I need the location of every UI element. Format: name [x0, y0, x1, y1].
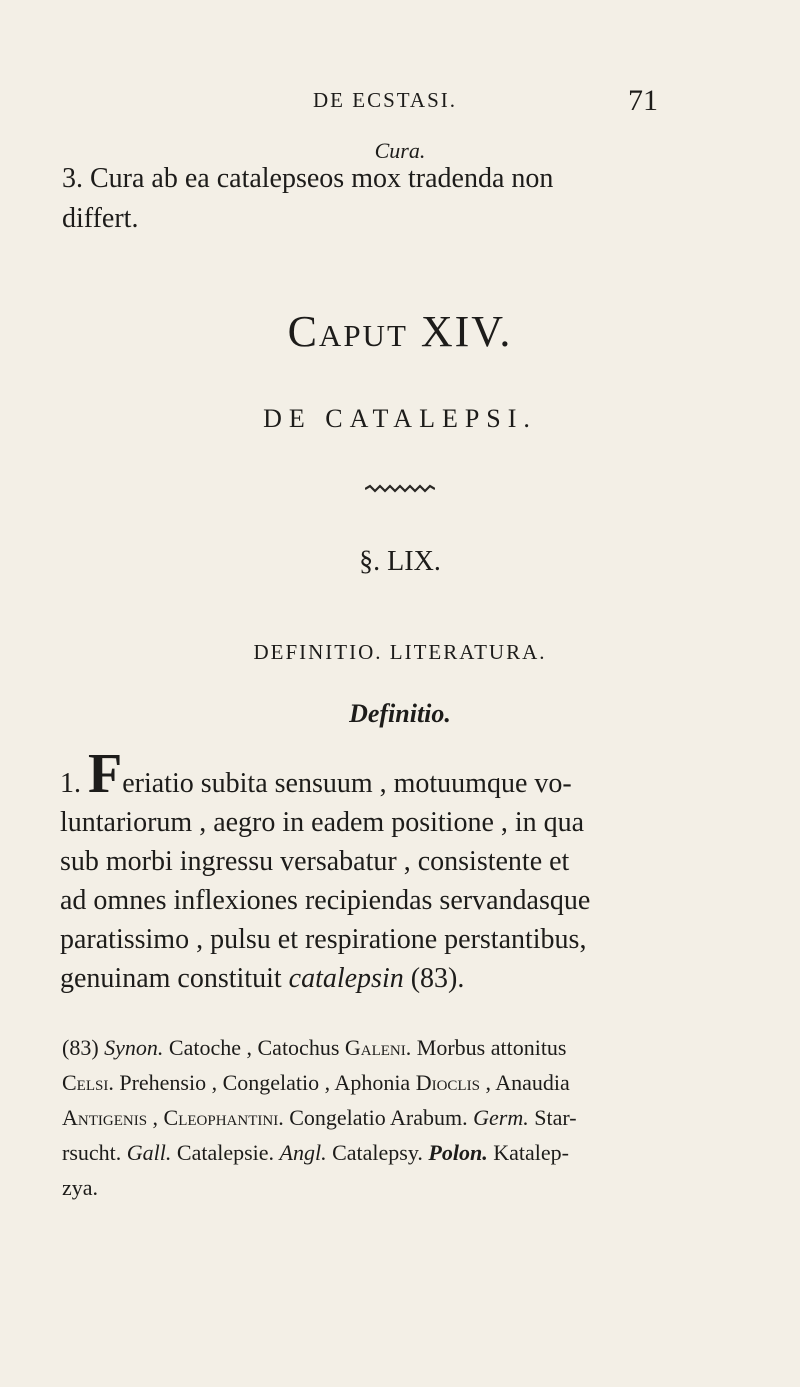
- paragraph-line-5: paratissimo , pulsu et respiratione perstantibus,: [60, 924, 587, 955]
- footnote-author-cleophantini: Cleophantini.: [163, 1105, 284, 1130]
- cura-paragraph: [62, 159, 742, 239]
- footnote-line-2: [62, 1065, 748, 1100]
- ornament-rule: [365, 484, 435, 494]
- drop-cap: F: [88, 743, 123, 805]
- footnote-text: Morbus attonitus: [411, 1035, 567, 1060]
- section-subtitle: DEFINITIO. LITERATURA.: [253, 640, 547, 664]
- page-number: 71: [628, 84, 658, 117]
- footnote-line-4: [62, 1135, 748, 1170]
- cura-line-2: differt.: [62, 203, 139, 234]
- footnote-text: Catalepsy.: [326, 1140, 429, 1165]
- paragraph-line-6: [60, 959, 742, 998]
- footnote-line-3: [62, 1100, 748, 1135]
- footnote-line-5: zya.: [62, 1175, 99, 1200]
- footnote-reference: (83).: [403, 963, 465, 994]
- paragraph-line-1: [60, 743, 742, 805]
- footnote-lang-angl: Angl.: [279, 1140, 327, 1165]
- footnote-author-dioclis: Dioclis: [415, 1070, 480, 1095]
- term-catalepsin: catalepsin: [288, 963, 404, 994]
- footnote-lang-polon: Polon.: [428, 1140, 488, 1165]
- section-mark: §. LIX.: [359, 546, 441, 577]
- footnote-text: rsucht.: [62, 1140, 127, 1165]
- footnote-line-1: [62, 1030, 748, 1065]
- footnote-text: Prehensio , Congelatio , Aphonia: [113, 1070, 416, 1095]
- footnote-text: Congelatio Arabum.: [283, 1105, 474, 1130]
- cura-heading: Cura.: [374, 138, 426, 163]
- footnote-text: Star-: [528, 1105, 577, 1130]
- running-head: [0, 84, 800, 124]
- footnote-text: Catalepsie.: [171, 1140, 280, 1165]
- paragraph-line-6-text: genuinam constituit: [60, 963, 289, 994]
- chapter-title: DE CATALEPSI.: [263, 404, 537, 433]
- footnote-lang-gall: Gall.: [126, 1140, 172, 1165]
- running-title: DE ECSTASI.: [313, 88, 457, 112]
- footnote-83: [62, 1030, 748, 1205]
- footnote-marker: (83): [62, 1035, 99, 1060]
- paragraph-line-2: luntariorum , aegro in eadem positione , in qua: [60, 807, 585, 838]
- footnote-author-antigenis: Antigenis: [62, 1105, 148, 1130]
- paragraph-line-4: ad omnes inflexiones recipiendas servandasque: [60, 885, 591, 916]
- footnote-lang-germ: Germ.: [473, 1105, 529, 1130]
- paragraph-line-1-text: eriatio subita sensuum , motuumque vo-: [122, 768, 572, 799]
- footnote-author-galeni: Galeni.: [344, 1035, 412, 1060]
- footnote-text: Katalep-: [487, 1140, 569, 1165]
- paragraph-number: 1.: [60, 768, 81, 799]
- footnote-text: ,: [147, 1105, 164, 1130]
- cura-line-1: 3. Cura ab ea catalepseos mox tradenda non: [62, 163, 554, 194]
- footnote-text: Catoche , Catochus: [163, 1035, 345, 1060]
- footnote-text: , Anaudia: [479, 1070, 570, 1095]
- footnote-author-celsi: Celsi.: [62, 1070, 114, 1095]
- footnote-synon: Synon.: [104, 1035, 164, 1060]
- definitio-heading: Definitio.: [349, 699, 451, 728]
- chapter-caput: Caput XIV.: [287, 307, 513, 356]
- paragraph-definition: [60, 743, 742, 998]
- paragraph-line-3: sub morbi ingressu versabatur , consistente et: [60, 846, 570, 877]
